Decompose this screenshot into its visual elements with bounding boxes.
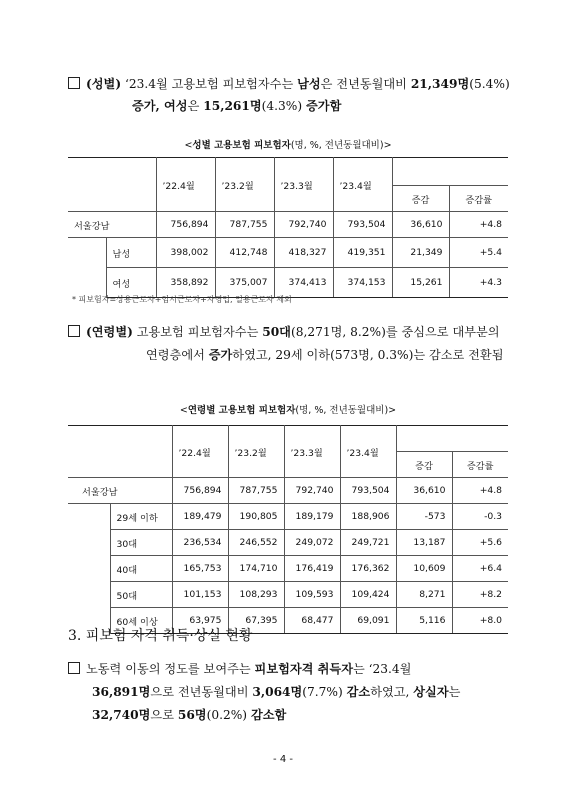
row-label: 서울강남 — [68, 478, 172, 504]
row-indent-cell — [68, 504, 110, 634]
row-label: 40대 — [110, 556, 172, 582]
table-row: 29세 이하 189,479 190,805 189,179 188,906 -573 -0.3 — [68, 504, 508, 530]
table2-header: ’23.4월 — [340, 426, 396, 478]
row-label: 29세 이하 — [110, 504, 172, 530]
table2-header: ’23.2월 — [228, 426, 284, 478]
table1-header: ’22.4월 — [156, 158, 215, 212]
age-paragraph-line1: (연령별) 고용보험 피보험자수는 50대(8,271명, 8.2%)를 중심으로 대부분의 — [68, 322, 500, 343]
table-row: 40대 165,753 174,710 176,419 176,362 10,609 +6.4 — [68, 556, 508, 582]
table1-header: ’23.4월 — [333, 158, 392, 212]
table2-header-spacer — [396, 426, 508, 452]
table1-header-spacer — [392, 158, 508, 186]
table-row: 60세 이상 63,975 67,395 68,477 69,091 5,116 +8.0 — [68, 608, 508, 634]
table-row: 여성 358,892 375,007 374,413 374,153 15,261 +4.3 — [68, 268, 508, 298]
age-paragraph-line2: 연령층에서 증가하였고, 29세 이하(573명, 0.3%)는 감소로 전환됨 — [146, 348, 504, 362]
age-table — [68, 425, 508, 634]
table2-subheader: 증감률 — [452, 452, 508, 478]
row-label: 30대 — [110, 530, 172, 556]
checkbox-bullet-icon — [68, 325, 80, 337]
table1-header: ’23.3월 — [274, 158, 333, 212]
table1-header-row — [68, 158, 508, 186]
row-label: 여성 — [106, 268, 156, 298]
table1-subheader: 증감률 — [449, 186, 508, 212]
page-number: - 4 - — [273, 754, 293, 765]
gender-table — [68, 157, 508, 298]
acquisition-paragraph-line1: 노동력 이동의 정도를 보여주는 피보험자격 취득자는 ‘23.4월 — [68, 659, 411, 680]
row-label: 50대 — [110, 582, 172, 608]
table2-subheader: 증감 — [396, 452, 452, 478]
table2-corner-cell — [68, 426, 172, 478]
gender-paragraph-line2: 증가, 여성은 15,261명(4.3%) 증가함 — [132, 99, 342, 113]
table1-header: ’23.2월 — [215, 158, 274, 212]
table2-header: ’23.3월 — [284, 426, 340, 478]
row-label: 서울강남 — [68, 212, 156, 238]
checkbox-bullet-icon — [68, 77, 80, 89]
section-heading: 3. 피보험 자격 취득·상실 현황 — [68, 628, 253, 644]
table2-header-row — [68, 426, 508, 452]
row-label: 남성 — [106, 238, 156, 268]
table-row: 50대 101,153 108,293 109,593 109,424 8,271 +8.2 — [68, 582, 508, 608]
table-row: 서울강남 756,894 787,755 792,740 793,504 36,610 +4.8 — [68, 212, 508, 238]
gender-paragraph-line1: (성별) ‘23.4월 고용보험 피보험자수는 남성은 전년동월대비 21,349명(5.4%) — [68, 74, 510, 95]
row-label: 60세 이상 — [110, 608, 172, 634]
table2-caption: <연령별 고용보험 피보험자(명, %, 전년동월대비)> — [179, 405, 397, 416]
table2-header: ’22.4월 — [172, 426, 228, 478]
acquisition-paragraph-line2: 36,891명으로 전년동월대비 3,064명(7.7%) 감소하였고, 상실자는 — [92, 685, 461, 699]
table1-caption: <성별 고용보험 피보험자(명, %, 전년동월대비)> — [184, 140, 392, 151]
checkbox-bullet-icon — [68, 662, 80, 674]
row-indent-cell — [68, 238, 106, 298]
table-row: 서울강남 756,894 787,755 792,740 793,504 36,610 +4.8 — [68, 478, 508, 504]
footnote: * 피보험자=상용근로자+임시근로자+자영업, 일용근로자 제외 — [72, 295, 292, 304]
acquisition-paragraph-line3: 32,740명으로 56명(0.2%) 감소함 — [92, 708, 287, 722]
table-row: 남성 398,002 412,748 418,327 419,351 21,349 +5.4 — [68, 238, 508, 268]
table-row: 30대 236,534 246,552 249,072 249,721 13,187 +5.6 — [68, 530, 508, 556]
table1-corner-cell — [68, 158, 156, 212]
table1-subheader: 증감 — [392, 186, 449, 212]
